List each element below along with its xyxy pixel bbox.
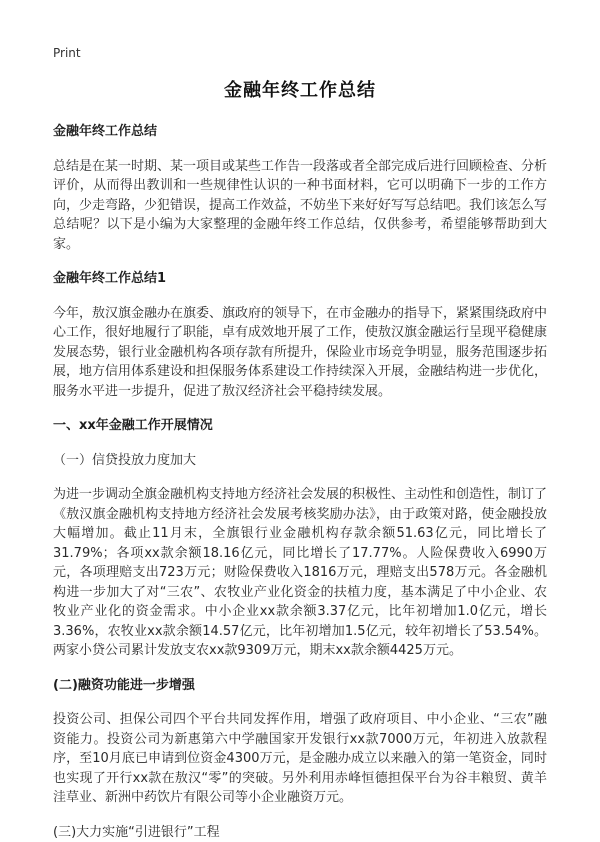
item2-heading: (二)融资功能进一步增强 — [53, 676, 547, 696]
section1-heading: 金融年终工作总结1 — [53, 269, 547, 289]
item2-paragraph: 投资公司、担保公司四个平台共同发挥作用，增强了政府项目、中小企业、“三农”融资能力。投资公司为新惠第六中学融国家开发银行xx款7000万元，年初进入放款程序，至10月底已申请到位资金4300万元，是金融办成立以来融入的第一笔资金，同时也实现了开行xx款在敖汉“零”的突破。另外利用赤峰恒德担保平台为谷丰粮贸、黄羊洼草业、新洲中药饮片有限公司等小企业融资万元。 — [53, 710, 547, 808]
document-body — [53, 122, 547, 842]
print-link[interactable]: Print — [53, 46, 547, 60]
section1-paragraph: 今年，敖汉旗金融办在旗委、旗政府的领导下，在市金融办的指导下，紧紧围绕政府中心工作，很好地履行了职能，卓有成效地开展了工作，使敖汉旗金融运行呈现平稳健康发展态势，银行业金融机构各项存款有所提升，保险业市场竞争明显，服务范围逐步拓展，地方信用体系建设和担保服务体系建设工作持续深入开展，金融结构进一步优化，服务水平进一步提升，促进了敖汉经济社会平稳持续发展。 — [53, 304, 547, 402]
document-title: 金融年终工作总结 — [53, 76, 547, 102]
item1-paragraph: 为进一步调动全旗金融机构支持地方经济社会发展的积极性、主动性和创造性，制订了《敖汉旗金融机构支持地方经济社会发展考核奖励办法》，由于政策对路，使金融投放大幅增加。截止11月末，全旗银行业金融机构存款余额51.63亿元，同比增长了31.79%；各项xx款余额18.16亿元，同比增长了17.77%。人险保费收入6990万元，各项理赔支出723万元；财险保费收入1816万元，理赔支出578万元。各金融机构进一步加大了对“三农”、农牧业产业化资金的扶植力度，基本满足了中小企业、农牧业产业化的资金需求。中小企业xx款余额3.37亿元，比年初增加1.0亿元，增长3.36%，农牧业xx款余额14.57亿元，比年初增加1.5亿元，较年初增长了53.54%。两家小贷公司累计发放支农xx款9309万元，期末xx款余额4425万元。 — [53, 485, 547, 661]
item3-heading: (三)大力实施“引进银行”工程 — [53, 823, 547, 842]
intro-paragraph: 总结是在某一时期、某一项目或某些工作告一段落或者全部完成后进行回顾检查、分析评价，从而得出教训和一些规律性认识的一种书面材料，它可以明确下一步的工作方向，少走弯路，少犯错误，提高工作效益，不妨坐下来好好写写总结吧。我们该怎么写总结呢？以下是小编为大家整理的金融年终工作总结，仅供参考，希望能够帮助到大家。 — [53, 157, 547, 255]
document-subtitle: 金融年终工作总结 — [53, 122, 547, 142]
part1-heading: 一、xx年金融工作开展情况 — [53, 416, 547, 436]
item1-heading: （一）信贷投放力度加大 — [53, 451, 547, 471]
